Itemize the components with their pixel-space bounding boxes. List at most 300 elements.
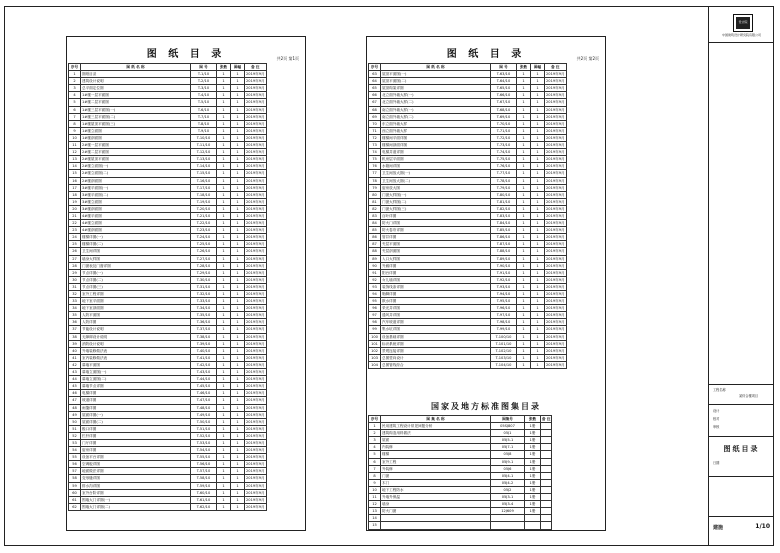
table-row: [369, 262, 567, 269]
table-cell: T-9/10: [191, 127, 217, 134]
table-cell: 2019年9月: [246, 426, 265, 431]
table-cell: 1: [531, 312, 545, 319]
table-cell: T-82/10: [491, 205, 517, 212]
table-cell: 1: [517, 347, 531, 354]
table-row: [69, 312, 267, 319]
sheet-number: 1/10: [755, 523, 770, 530]
table-cell: 1: [231, 120, 245, 127]
table-cell: 25: [69, 241, 81, 248]
table-cell: 89: [369, 255, 381, 262]
table-row: [69, 369, 267, 376]
table-cell: 1: [231, 354, 245, 361]
table-row: [369, 156, 567, 163]
table-cell: T-40/10: [191, 347, 217, 354]
table-cell: 2019年9月: [246, 433, 265, 438]
table-cell: 1: [231, 212, 245, 219]
table-cell: 2019年9月: [546, 242, 565, 247]
table-cell: 1#楼三层平面图(一): [81, 106, 191, 113]
table-cell: T-73/10: [491, 142, 517, 149]
table-cell: 77: [369, 170, 381, 177]
table-cell: T-92/10: [491, 276, 517, 283]
table-cell: 1: [217, 489, 231, 496]
table-cell: 2019年9月: [246, 306, 265, 311]
table-cell: T-54/10: [191, 447, 217, 454]
table-cell: T-90/10: [491, 262, 517, 269]
table-cell: [541, 458, 552, 465]
table-cell: 2019年9月: [546, 348, 565, 353]
table-cell: 1: [217, 333, 231, 340]
table-cell: 汽车坡道详图: [381, 319, 491, 326]
table-cell: 2019年9月: [546, 192, 565, 197]
table-cell: [491, 522, 525, 529]
table-cell: 1: [231, 234, 245, 241]
table-cell: 73: [369, 142, 381, 149]
table-cell: 3: [369, 437, 381, 444]
table-cell: 1: [517, 305, 531, 312]
table-cell: 66: [369, 92, 381, 99]
table-cell: 1: [231, 383, 245, 390]
table-cell: 3: [69, 85, 81, 92]
table-cell: 门窗表及门窗详图: [81, 262, 191, 269]
table-cell: 15: [369, 522, 381, 529]
table-row: [369, 430, 552, 437]
table-cell: 1: [517, 319, 531, 326]
table-cell: 41: [69, 354, 81, 361]
table-cell: 2#楼一层平面图: [81, 142, 191, 149]
table-cell: 2019年9月: [246, 370, 265, 375]
table-cell: 12: [369, 501, 381, 508]
table-cell: 34: [69, 305, 81, 312]
table-cell: 2019年9月: [246, 398, 265, 403]
table-cell: 幕墙平面图: [81, 361, 191, 368]
table-row: [69, 468, 267, 475]
table-row: [69, 85, 267, 92]
table-cell: 9: [369, 479, 381, 486]
table-cell: 1: [217, 170, 231, 177]
table-cell: [541, 486, 552, 493]
table-cell: 50: [69, 418, 81, 425]
table-cell: 2019年9月: [546, 270, 565, 275]
table-row: [369, 479, 552, 486]
table-cell: 1: [231, 248, 245, 255]
table-cell: 2: [69, 78, 81, 85]
table-cell: 1: [517, 269, 531, 276]
table-cell: 1: [217, 85, 231, 92]
column-header: 图幅: [231, 64, 245, 71]
table-row: [69, 447, 267, 454]
table-cell: T-7/10: [191, 113, 217, 120]
table-row: [69, 326, 267, 333]
table-cell: 1: [217, 127, 231, 134]
table-row: [369, 508, 552, 515]
table-cell: 8: [69, 120, 81, 127]
table-cell: 100: [369, 333, 381, 340]
table-row: [69, 156, 267, 163]
table-cell: T-19/10: [191, 198, 217, 205]
table-cell: 1: [531, 149, 545, 156]
table-cell: 2019年9月: [246, 235, 265, 240]
table-cell: 1册: [525, 472, 541, 479]
table-row: [69, 291, 267, 298]
table-cell: 78: [369, 177, 381, 184]
table-cell: 门窗: [381, 472, 491, 479]
table-cell: 1: [231, 283, 245, 290]
table-cell: 2019年9月: [246, 171, 265, 176]
table-cell: 2019年9月: [246, 100, 265, 105]
table-cell: 1: [517, 283, 531, 290]
table-cell: T-56/10: [191, 461, 217, 468]
column-header: 图 号: [491, 64, 517, 71]
table-cell: 1: [531, 92, 545, 99]
table-cell: 1: [531, 305, 545, 312]
table-cell: T-49/10: [191, 411, 217, 418]
table-row: [69, 262, 267, 269]
table-cell: 北立面外墙大样(一): [381, 92, 491, 99]
table-cell: 93: [369, 283, 381, 290]
national-standards-title: 国家及地方标准图集目录: [431, 402, 541, 411]
table-cell: T-62/10: [191, 503, 217, 510]
sheet-2-title: 图 纸 目 录: [446, 49, 526, 60]
table-cell: 1: [217, 369, 231, 376]
label-approve: 审核: [713, 425, 720, 429]
table-cell: 64: [369, 78, 381, 85]
table-cell: T-17/10: [191, 184, 217, 191]
table-cell: 2019年9月: [246, 93, 265, 98]
column-header: 备 注: [245, 64, 267, 71]
table-cell: T-25/10: [191, 241, 217, 248]
label-check: 校对: [713, 417, 720, 421]
table-cell: 53: [69, 439, 81, 446]
table-cell: 1: [217, 234, 231, 241]
table-cell: 1册: [525, 486, 541, 493]
table-cell: T-76/10: [491, 163, 517, 170]
table-cell: 05J4-2: [491, 479, 525, 486]
table-cell: 1: [231, 461, 245, 468]
table-cell: 79: [369, 184, 381, 191]
table-cell: 1: [517, 113, 531, 120]
table-cell: T-93/10: [491, 283, 517, 290]
table-cell: 1: [517, 191, 531, 198]
table-cell: 1: [217, 184, 231, 191]
table-cell: 1: [217, 99, 231, 106]
table-cell: 56: [69, 461, 81, 468]
table-cell: 1: [517, 262, 531, 269]
table-row: [69, 404, 267, 411]
table-cell: 1: [231, 312, 245, 319]
column-header: 图 纸 名 称: [81, 64, 191, 71]
table-cell: 1: [217, 468, 231, 475]
table-row: [69, 354, 267, 361]
table-row: [69, 283, 267, 290]
table-cell: 1: [531, 276, 545, 283]
table-cell: T-10/10: [191, 134, 217, 141]
table-cell: [491, 515, 525, 522]
table-cell: 人防详图: [81, 319, 191, 326]
table-cell: 1: [531, 156, 545, 163]
table-row: [369, 522, 552, 529]
table-cell: 2019年9月: [246, 270, 265, 275]
table-cell: 1: [531, 99, 545, 106]
table-cell: 1: [231, 106, 245, 113]
table-cell: 1: [517, 234, 531, 241]
column-header: 图 纸 名 称: [381, 64, 491, 71]
table-cell: T-61/10: [191, 496, 217, 503]
table-row: [369, 276, 567, 283]
table-cell: 95: [369, 298, 381, 305]
table-cell: 1: [217, 283, 231, 290]
company-logo: [733, 14, 753, 32]
table-cell: 1#楼二层平面图: [81, 99, 191, 106]
label-design: 设计: [713, 409, 720, 413]
table-cell: 1: [231, 432, 245, 439]
table-cell: 2019年9月: [246, 504, 265, 509]
table-cell: [541, 479, 552, 486]
table-row: [369, 437, 552, 444]
table-cell: 1册: [525, 501, 541, 508]
table-cell: 2#楼屋顶平面图: [81, 156, 191, 163]
table-cell: 1: [231, 468, 245, 475]
table-cell: 1册: [525, 451, 541, 458]
table-cell: T-11/10: [191, 142, 217, 149]
table-cell: 2019年9月: [246, 448, 265, 453]
table-cell: 2#楼立面图(二): [81, 170, 191, 177]
table-cell: 05J3-1: [491, 494, 525, 501]
table-cell: T-22/10: [191, 220, 217, 227]
table-cell: T-102/10: [491, 347, 517, 354]
table-cell: 24: [69, 234, 81, 241]
table-row: [69, 340, 267, 347]
table-cell: 1: [217, 347, 231, 354]
table-row: [369, 501, 552, 508]
table-cell: 45: [69, 383, 81, 390]
table-cell: 05J2: [491, 486, 525, 493]
table-cell: 75: [369, 156, 381, 163]
table-cell: 1: [231, 361, 245, 368]
table-cell: 1: [217, 383, 231, 390]
table-cell: 57: [69, 468, 81, 475]
table-row: [69, 255, 267, 262]
table-cell: 通风井详图: [381, 312, 491, 319]
table-cell: 屋面详图(一): [81, 411, 191, 418]
table-cell: 管井详图: [381, 234, 491, 241]
column-header: 图集号: [491, 416, 525, 423]
table-cell: T-36/10: [191, 319, 217, 326]
table-cell: T-50/10: [191, 418, 217, 425]
table-cell: [541, 437, 552, 444]
table-cell: 1: [231, 276, 245, 283]
table-row: [369, 106, 567, 113]
table-cell: 1: [217, 71, 231, 78]
table-cell: 2019年9月: [546, 86, 565, 91]
column-header: 张数: [217, 64, 231, 71]
table-cell: 86: [369, 234, 381, 241]
table-cell: 48: [69, 404, 81, 411]
table-cell: 1: [517, 134, 531, 141]
table-cell: 1册: [525, 437, 541, 444]
table-cell: 节点详图(二): [81, 276, 191, 283]
table-cell: T-14/10: [191, 163, 217, 170]
table-row: [69, 248, 267, 255]
table-cell: T-63/10: [491, 71, 517, 78]
column-header: 备 注: [545, 64, 567, 71]
table-row: [369, 142, 567, 149]
table-cell: 1: [531, 354, 545, 361]
table-cell: 1: [231, 369, 245, 376]
table-cell: T-32/10: [191, 291, 217, 298]
table-cell: 1: [69, 71, 81, 78]
sheet-1-table: [68, 63, 267, 511]
table-row: [69, 92, 267, 99]
table-cell: 4: [69, 92, 81, 99]
table-cell: 1: [217, 404, 231, 411]
table-cell: 05J4-1: [491, 472, 525, 479]
table-cell: 1: [517, 127, 531, 134]
table-cell: 阳台详图: [381, 269, 491, 276]
table-cell: 2019年9月: [546, 199, 565, 204]
table-cell: 东立面外墙大样: [381, 120, 491, 127]
table-cell: 1: [217, 212, 231, 219]
table-cell: 20: [69, 205, 81, 212]
table-cell: 40: [69, 347, 81, 354]
table-cell: [541, 430, 552, 437]
table-cell: 1: [531, 269, 545, 276]
table-cell: 墙身: [381, 501, 491, 508]
table-cell: 4#楼剖面图: [81, 227, 191, 234]
table-cell: 1: [531, 127, 545, 134]
column-header: 图幅: [531, 64, 545, 71]
table-cell: 96: [369, 305, 381, 312]
sheet-1-title: 图 纸 目 录: [146, 49, 226, 60]
table-cell: 7: [369, 465, 381, 472]
table-cell: 1: [517, 212, 531, 219]
table-cell: 防火卷帘详图: [381, 227, 491, 234]
table-cell: 1: [517, 333, 531, 340]
table-cell: 1: [517, 163, 531, 170]
table-cell: 74: [369, 149, 381, 156]
table-cell: 1: [531, 78, 545, 85]
table-cell: 1: [231, 177, 245, 184]
table-cell: 23: [69, 227, 81, 234]
table-row: [69, 205, 267, 212]
table-cell: T-24/10: [191, 234, 217, 241]
table-cell: 1: [217, 475, 231, 482]
table-cell: 1: [231, 347, 245, 354]
table-row: [69, 241, 267, 248]
table-row: [369, 326, 567, 333]
table-cell: 67: [369, 99, 381, 106]
table-cell: T-70/10: [491, 120, 517, 127]
table-cell: 58: [69, 475, 81, 482]
table-cell: 1: [531, 71, 545, 78]
table-cell: 2019年9月: [246, 391, 265, 396]
table-cell: 2019年9月: [246, 277, 265, 282]
table-cell: 2019年9月: [246, 86, 265, 91]
table-row: [369, 333, 567, 340]
table-cell: 民用建筑工程设计常见问题分析: [381, 423, 491, 430]
table-cell: 2019年9月: [246, 178, 265, 183]
table-cell: 2019年9月: [546, 320, 565, 325]
table-cell: T-77/10: [491, 170, 517, 177]
table-cell: 2019年9月: [546, 249, 565, 254]
table-cell: 墙身大样图: [81, 255, 191, 262]
table-cell: T-39/10: [191, 340, 217, 347]
table-cell: 1: [531, 340, 545, 347]
table-row: [69, 305, 267, 312]
table-cell: 1: [517, 142, 531, 149]
table-cell: 2019年9月: [246, 228, 265, 233]
table-cell: 65: [369, 85, 381, 92]
table-cell: 卫生间详图: [81, 248, 191, 255]
table-cell: 1: [231, 411, 245, 418]
table-cell: 2019年9月: [246, 469, 265, 474]
table-cell: T-26/10: [191, 248, 217, 255]
table-cell: 1: [231, 454, 245, 461]
table-cell: 地下工程防水: [381, 486, 491, 493]
table-cell: T-79/10: [491, 184, 517, 191]
table-cell: 2019年9月: [246, 384, 265, 389]
table-cell: 51: [69, 425, 81, 432]
table-cell: 2019年9月: [546, 150, 565, 155]
table-cell: 38: [69, 333, 81, 340]
table-cell: 1: [217, 496, 231, 503]
table-cell: 1: [217, 149, 231, 156]
table-cell: 1: [217, 163, 231, 170]
table-cell: T-44/10: [191, 376, 217, 383]
table-cell: 2019年9月: [246, 377, 265, 382]
table-cell: 13: [69, 156, 81, 163]
table-cell: 1: [217, 106, 231, 113]
table-cell: 总平面定位图: [81, 85, 191, 92]
table-cell: 4#楼立面图: [81, 220, 191, 227]
table-cell: 2019年9月: [546, 263, 565, 268]
table-cell: 1: [531, 106, 545, 113]
table-cell: 68: [369, 106, 381, 113]
table-cell: 机房层平面图: [381, 156, 491, 163]
table-row: [69, 432, 267, 439]
table-cell: T-104/10: [491, 361, 517, 368]
table-row: [69, 99, 267, 106]
table-cell: 28: [69, 262, 81, 269]
table-cell: 1: [217, 418, 231, 425]
drawing-name: 图纸目录: [723, 445, 760, 453]
table-cell: 1: [517, 276, 531, 283]
table-cell: T-103/10: [491, 354, 517, 361]
table-cell: 1: [531, 241, 545, 248]
table-row: [69, 212, 267, 219]
table-row: [369, 361, 567, 368]
table-cell: 1: [231, 85, 245, 92]
table-cell: 3#楼平面图(二): [81, 191, 191, 198]
table-cell: 2019年9月: [546, 107, 565, 112]
table-row: [69, 106, 267, 113]
sheet-2-table: [368, 63, 567, 369]
table-row: [369, 269, 567, 276]
national-standards-table: [368, 415, 552, 530]
table-cell: 10: [369, 486, 381, 493]
table-cell: 99: [369, 326, 381, 333]
table-cell: 百叶详图: [381, 212, 491, 219]
table-cell: 幕墙立面图(一): [81, 369, 191, 376]
table-cell: 3#楼平面图(一): [81, 184, 191, 191]
table-cell: 西立面外墙大样: [381, 127, 491, 134]
table-cell: T-30/10: [191, 276, 217, 283]
table-row: [369, 515, 552, 522]
table-cell: [541, 508, 552, 515]
table-row: [369, 227, 567, 234]
table-cell: 2019年9月: [546, 292, 565, 296]
table-cell: [541, 501, 552, 508]
table-cell: T-91/10: [491, 269, 517, 276]
